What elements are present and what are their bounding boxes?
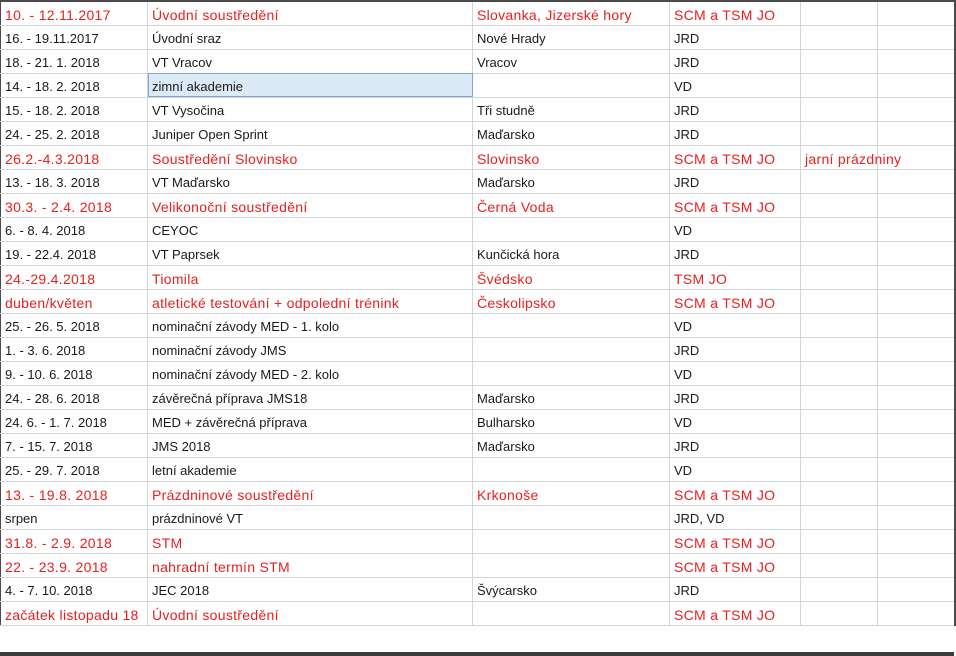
table-row: [1, 73, 955, 97]
note-cell[interactable]: [801, 577, 878, 601]
group-cell[interactable]: VD: [670, 217, 801, 241]
location-cell[interactable]: Českolipsko: [473, 289, 670, 313]
date-cell[interactable]: 10. - 12.11.2017: [1, 1, 148, 25]
extra-cell[interactable]: [878, 553, 955, 577]
event-cell[interactable]: VT Maďarsko: [148, 169, 473, 193]
event-cell[interactable]: Úvodní soustředění: [148, 601, 473, 625]
location-cell[interactable]: [473, 337, 670, 361]
extra-cell[interactable]: [878, 289, 955, 313]
note-cell[interactable]: [801, 73, 878, 97]
table-body: [1, 1, 955, 625]
extra-cell[interactable]: [878, 121, 955, 145]
event-cell[interactable]: závěrečná příprava JMS18: [148, 385, 473, 409]
event-cell[interactable]: atletické testování + odpolední trénink: [148, 289, 473, 313]
group-cell[interactable]: JRD: [670, 121, 801, 145]
extra-cell[interactable]: [878, 169, 955, 193]
table-row: [1, 337, 955, 361]
note-cell[interactable]: [801, 1, 878, 25]
location-cell[interactable]: [473, 313, 670, 337]
group-cell[interactable]: SCM a TSM JO: [670, 601, 801, 625]
group-cell[interactable]: VD: [670, 361, 801, 385]
date-cell[interactable]: 13. - 18. 3. 2018: [1, 169, 148, 193]
note-cell[interactable]: [801, 241, 878, 265]
event-cell[interactable]: JEC 2018: [148, 577, 473, 601]
extra-cell[interactable]: [878, 505, 955, 529]
group-cell[interactable]: JRD: [670, 97, 801, 121]
event-cell[interactable]: VT Vysočina: [148, 97, 473, 121]
event-cell[interactable]: nominační závody MED - 1. kolo: [148, 313, 473, 337]
event-cell[interactable]: Juniper Open Sprint: [148, 121, 473, 145]
group-cell[interactable]: SCM a TSM JO: [670, 1, 801, 25]
event-cell[interactable]: zimní akademie: [148, 73, 473, 97]
event-cell[interactable]: Velikonoční soustředění: [148, 193, 473, 217]
group-cell[interactable]: JRD: [670, 385, 801, 409]
table-row: [1, 265, 955, 289]
table-row: [1, 409, 955, 433]
group-cell[interactable]: SCM a TSM JO: [670, 193, 801, 217]
group-cell[interactable]: VD: [670, 73, 801, 97]
table-row: [1, 529, 955, 553]
table-row: [1, 25, 955, 49]
extra-cell[interactable]: [878, 97, 955, 121]
note-cell[interactable]: [801, 361, 878, 385]
location-cell[interactable]: [473, 361, 670, 385]
location-cell[interactable]: Bulharsko: [473, 409, 670, 433]
location-cell[interactable]: Švýcarsko: [473, 577, 670, 601]
group-cell[interactable]: SCM a TSM JO: [670, 481, 801, 505]
table-row: [1, 145, 955, 169]
note-cell[interactable]: [801, 553, 878, 577]
date-cell[interactable]: 9. - 10. 6. 2018: [1, 361, 148, 385]
note-cell[interactable]: [801, 289, 878, 313]
table-row: [1, 457, 955, 481]
extra-cell[interactable]: [878, 241, 955, 265]
extra-cell[interactable]: [878, 337, 955, 361]
group-cell[interactable]: SCM a TSM JO: [670, 289, 801, 313]
date-cell[interactable]: 16. - 19.11.2017: [1, 25, 148, 49]
note-cell[interactable]: [801, 97, 878, 121]
group-cell[interactable]: SCM a TSM JO: [670, 529, 801, 553]
date-cell[interactable]: 14. - 18. 2. 2018: [1, 73, 148, 97]
extra-cell[interactable]: [878, 49, 955, 73]
group-cell[interactable]: VD: [670, 313, 801, 337]
location-cell[interactable]: Vracov: [473, 49, 670, 73]
extra-cell[interactable]: [878, 361, 955, 385]
extra-cell[interactable]: [878, 1, 955, 25]
note-cell[interactable]: [801, 193, 878, 217]
group-cell[interactable]: JRD, VD: [670, 505, 801, 529]
note-cell[interactable]: [801, 433, 878, 457]
location-cell[interactable]: [473, 505, 670, 529]
date-cell[interactable]: 13. - 19.8. 2018: [1, 481, 148, 505]
date-cell[interactable]: 1. - 3. 6. 2018: [1, 337, 148, 361]
extra-cell[interactable]: [878, 577, 955, 601]
table-row: [1, 577, 955, 601]
table-row: [1, 169, 955, 193]
event-cell[interactable]: MED + závěrečná příprava: [148, 409, 473, 433]
date-cell[interactable]: 7. - 15. 7. 2018: [1, 433, 148, 457]
event-cell[interactable]: STM: [148, 529, 473, 553]
date-cell[interactable]: 24. - 28. 6. 2018: [1, 385, 148, 409]
note-cell[interactable]: [801, 601, 878, 625]
group-cell[interactable]: SCM a TSM JO: [670, 553, 801, 577]
date-cell[interactable]: 26.2.-4.3.2018: [1, 145, 148, 169]
note-cell[interactable]: [801, 385, 878, 409]
group-cell[interactable]: JRD: [670, 25, 801, 49]
extra-cell[interactable]: [878, 385, 955, 409]
table-row: [1, 1, 955, 25]
date-cell[interactable]: 4. - 7. 10. 2018: [1, 577, 148, 601]
event-cell[interactable]: prázdninové VT: [148, 505, 473, 529]
location-cell[interactable]: Krkonoše: [473, 481, 670, 505]
date-cell[interactable]: 25. - 26. 5. 2018: [1, 313, 148, 337]
location-cell[interactable]: Maďarsko: [473, 121, 670, 145]
date-cell[interactable]: srpen: [1, 505, 148, 529]
event-cell[interactable]: Prázdninové soustředění: [148, 481, 473, 505]
table-row: [1, 313, 955, 337]
note-cell[interactable]: [801, 313, 878, 337]
note-cell[interactable]: [801, 409, 878, 433]
note-cell[interactable]: [801, 481, 878, 505]
group-cell[interactable]: VD: [670, 409, 801, 433]
group-cell[interactable]: JRD: [670, 337, 801, 361]
table-row: [1, 361, 955, 385]
note-cell[interactable]: [801, 49, 878, 73]
table-row: [1, 433, 955, 457]
table-row: [1, 241, 955, 265]
event-cell[interactable]: Úvodní sraz: [148, 25, 473, 49]
note-cell[interactable]: [801, 121, 878, 145]
location-cell[interactable]: Slovinsko: [473, 145, 670, 169]
extra-cell[interactable]: [878, 601, 955, 625]
location-cell[interactable]: [473, 601, 670, 625]
group-cell[interactable]: JRD: [670, 433, 801, 457]
date-cell[interactable]: 24. - 25. 2. 2018: [1, 121, 148, 145]
group-cell[interactable]: TSM JO: [670, 265, 801, 289]
event-cell[interactable]: JMS 2018: [148, 433, 473, 457]
table-row: [1, 481, 955, 505]
group-cell[interactable]: JRD: [670, 241, 801, 265]
location-cell[interactable]: Černá Voda: [473, 193, 670, 217]
note-cell[interactable]: [801, 337, 878, 361]
date-cell[interactable]: duben/květen: [1, 289, 148, 313]
date-cell[interactable]: 6. - 8. 4. 2018: [1, 217, 148, 241]
location-cell[interactable]: [473, 73, 670, 97]
table-row: [1, 385, 955, 409]
date-cell[interactable]: 22. - 23.9. 2018: [1, 553, 148, 577]
extra-cell[interactable]: [878, 193, 955, 217]
note-cell[interactable]: [801, 529, 878, 553]
location-cell[interactable]: [473, 529, 670, 553]
extra-cell[interactable]: [878, 433, 955, 457]
extra-cell[interactable]: [878, 217, 955, 241]
date-cell[interactable]: 31.8. - 2.9. 2018: [1, 529, 148, 553]
note-cell[interactable]: [801, 457, 878, 481]
event-cell[interactable]: VT Paprsek: [148, 241, 473, 265]
group-cell[interactable]: JRD: [670, 577, 801, 601]
event-cell[interactable]: nahradní termín STM: [148, 553, 473, 577]
extra-cell[interactable]: [878, 409, 955, 433]
note-cell[interactable]: [801, 169, 878, 193]
location-cell[interactable]: Maďarsko: [473, 433, 670, 457]
date-cell[interactable]: 15. - 18. 2. 2018: [1, 97, 148, 121]
date-cell[interactable]: 30.3. - 2.4. 2018: [1, 193, 148, 217]
location-cell[interactable]: Maďarsko: [473, 385, 670, 409]
table-row: [1, 193, 955, 217]
extra-cell[interactable]: [878, 313, 955, 337]
event-cell[interactable]: VT Vracov: [148, 49, 473, 73]
table-row: [1, 601, 955, 625]
event-cell[interactable]: CEYOC: [148, 217, 473, 241]
table-row: [1, 97, 955, 121]
location-cell[interactable]: Švédsko: [473, 265, 670, 289]
note-cell[interactable]: [801, 265, 878, 289]
date-cell[interactable]: 24. 6. - 1. 7. 2018: [1, 409, 148, 433]
table-row: [1, 505, 955, 529]
event-cell[interactable]: nominační závody MED - 2. kolo: [148, 361, 473, 385]
event-cell[interactable]: letní akademie: [148, 457, 473, 481]
date-cell[interactable]: 25. - 29. 7. 2018: [1, 457, 148, 481]
table-row: [1, 553, 955, 577]
date-cell[interactable]: 24.-29.4.2018: [1, 265, 148, 289]
date-cell[interactable]: začátek listopadu 18: [1, 601, 148, 625]
table-row: [1, 217, 955, 241]
location-cell[interactable]: Maďarsko: [473, 169, 670, 193]
group-cell[interactable]: JRD: [670, 49, 801, 73]
location-cell[interactable]: Tři studně: [473, 97, 670, 121]
location-cell[interactable]: Nové Hrady: [473, 25, 670, 49]
location-cell[interactable]: [473, 553, 670, 577]
extra-cell[interactable]: [878, 529, 955, 553]
table-row: [1, 289, 955, 313]
table-row: [1, 121, 955, 145]
extra-cell[interactable]: [878, 457, 955, 481]
event-cell[interactable]: Tiomila: [148, 265, 473, 289]
location-cell[interactable]: [473, 217, 670, 241]
group-cell[interactable]: JRD: [670, 169, 801, 193]
extra-cell[interactable]: [878, 265, 955, 289]
sheet-bottom-edge: [0, 652, 954, 656]
group-cell[interactable]: SCM a TSM JO: [670, 145, 801, 169]
extra-cell[interactable]: [878, 73, 955, 97]
date-cell[interactable]: 19. - 22.4. 2018: [1, 241, 148, 265]
note-cell[interactable]: jarní prázdniny: [801, 145, 878, 169]
table-row: [1, 49, 955, 73]
note-cell[interactable]: [801, 25, 878, 49]
extra-cell[interactable]: [878, 25, 955, 49]
location-cell[interactable]: Kunčická hora: [473, 241, 670, 265]
event-cell[interactable]: Úvodní soustředění: [148, 1, 473, 25]
note-cell[interactable]: [801, 217, 878, 241]
event-cell[interactable]: Soustředění Slovinsko: [148, 145, 473, 169]
location-cell[interactable]: Slovanka, Jizerské hory: [473, 1, 670, 25]
event-cell[interactable]: nominační závody JMS: [148, 337, 473, 361]
group-cell[interactable]: VD: [670, 457, 801, 481]
location-cell[interactable]: [473, 457, 670, 481]
date-cell[interactable]: 18. - 21. 1. 2018: [1, 49, 148, 73]
extra-cell[interactable]: [878, 481, 955, 505]
note-cell[interactable]: [801, 505, 878, 529]
